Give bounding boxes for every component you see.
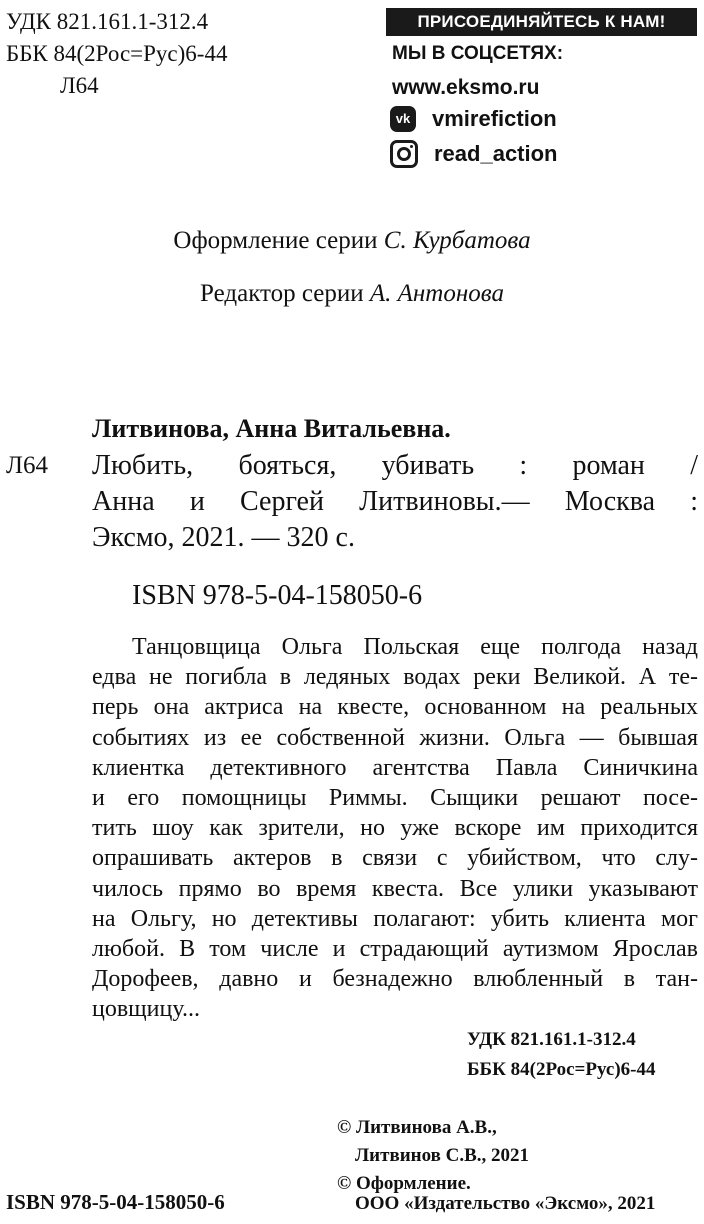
editor-prefix: Редактор серии: [200, 280, 370, 307]
classification-codes-top: [6, 6, 227, 102]
card-author-mark: Л64: [6, 452, 48, 479]
annotation-line: клиентка детективного агентства Павла Синичкина: [92, 754, 698, 781]
series-design-credit: [0, 226, 704, 256]
annotation-line: чилось прямо во время квеста. Все улики указывают: [92, 875, 698, 902]
card-isbn: ISBN 978-5-04-158050-6: [132, 580, 423, 611]
classification-codes-bottom: [467, 1025, 655, 1085]
annotation-line: на Ольгу, но детективы полагают: убить клиента мог: [92, 905, 698, 932]
publisher-copyright: ООО «Издательство «Эксмо», 2021: [355, 1193, 656, 1214]
card-line: Любить, бояться, убивать : роман /: [92, 450, 698, 481]
annotation-line: Танцовщица Ольга Польская еще полгода назад: [132, 634, 698, 660]
footer-isbn: ISBN 978-5-04-158050-6: [6, 1190, 225, 1214]
annotation-line: любой. В том числе и страдающий аутизмом Ярослав: [92, 936, 698, 963]
annotation-line: Дорофеев, давно и безнадежно влюбленный в тан-: [92, 966, 698, 993]
design-name: С. Курбатова: [383, 227, 531, 254]
social-label: МЫ В СОЦСЕТЯХ:: [392, 43, 564, 64]
card-line: Эксмо, 2021. — 320 с.: [92, 522, 355, 553]
card-author: Литвинова, Анна Витальевна.: [92, 414, 451, 443]
annotation-text: [92, 632, 698, 1025]
design-prefix: Оформление серии: [173, 227, 384, 254]
instagram-icon: [390, 140, 418, 168]
vk-link[interactable]: [390, 104, 557, 134]
copyright-authors: © Литвинова А.В.,: [337, 1117, 497, 1138]
card-description: [92, 448, 698, 556]
copyright-authors-cont: Литвинов С.В., 2021: [355, 1145, 530, 1166]
annotation-line: опрашивать актеров в связи с убийством, что слу-: [92, 845, 698, 872]
copyright-design: © Оформление.: [337, 1173, 471, 1194]
annotation-line: цовщицу...: [92, 996, 200, 1023]
udk-code-bottom: УДК 821.161.1-312.4: [467, 1029, 636, 1050]
site-link[interactable]: www.eksmo.ru: [392, 76, 540, 99]
join-us-banner: ПРИСОЕДИНЯЙТЕСЬ К НАМ!: [386, 8, 697, 36]
bbk-code-bottom: ББК 84(2Рос=Рус)6-44: [467, 1059, 656, 1080]
bbk-code: ББК 84(2Рос=Рус)6-44: [6, 41, 228, 66]
annotation-line: тить шоу как зрители, но уже вскоре им приходится: [92, 815, 698, 842]
annotation-line: перь она актриса на квесте, основанном на реальных: [92, 694, 698, 721]
copyright-block: [337, 1114, 529, 1198]
card-line: Анна и Сергей Литвиновы.— Москва :: [92, 486, 698, 517]
author-mark: Л64: [60, 73, 99, 98]
udk-code: УДК 821.161.1-312.4: [6, 9, 209, 34]
vk-handle: vmirefiction: [432, 106, 557, 131]
series-editor-credit: [0, 279, 704, 309]
vk-icon: vk: [390, 106, 416, 132]
annotation-line: и его помощницы Риммы. Сыщики решают посе-: [92, 785, 698, 812]
annotation-line: событиях из ее собственной жизни. Ольга — бывшая: [92, 724, 698, 751]
instagram-link[interactable]: [390, 139, 558, 169]
annotation-line: едва не погибла в ледяных водах реки Великой. А те-: [92, 664, 698, 691]
instagram-handle: read_action: [434, 141, 558, 166]
editor-name: А. Антонова: [369, 280, 504, 307]
